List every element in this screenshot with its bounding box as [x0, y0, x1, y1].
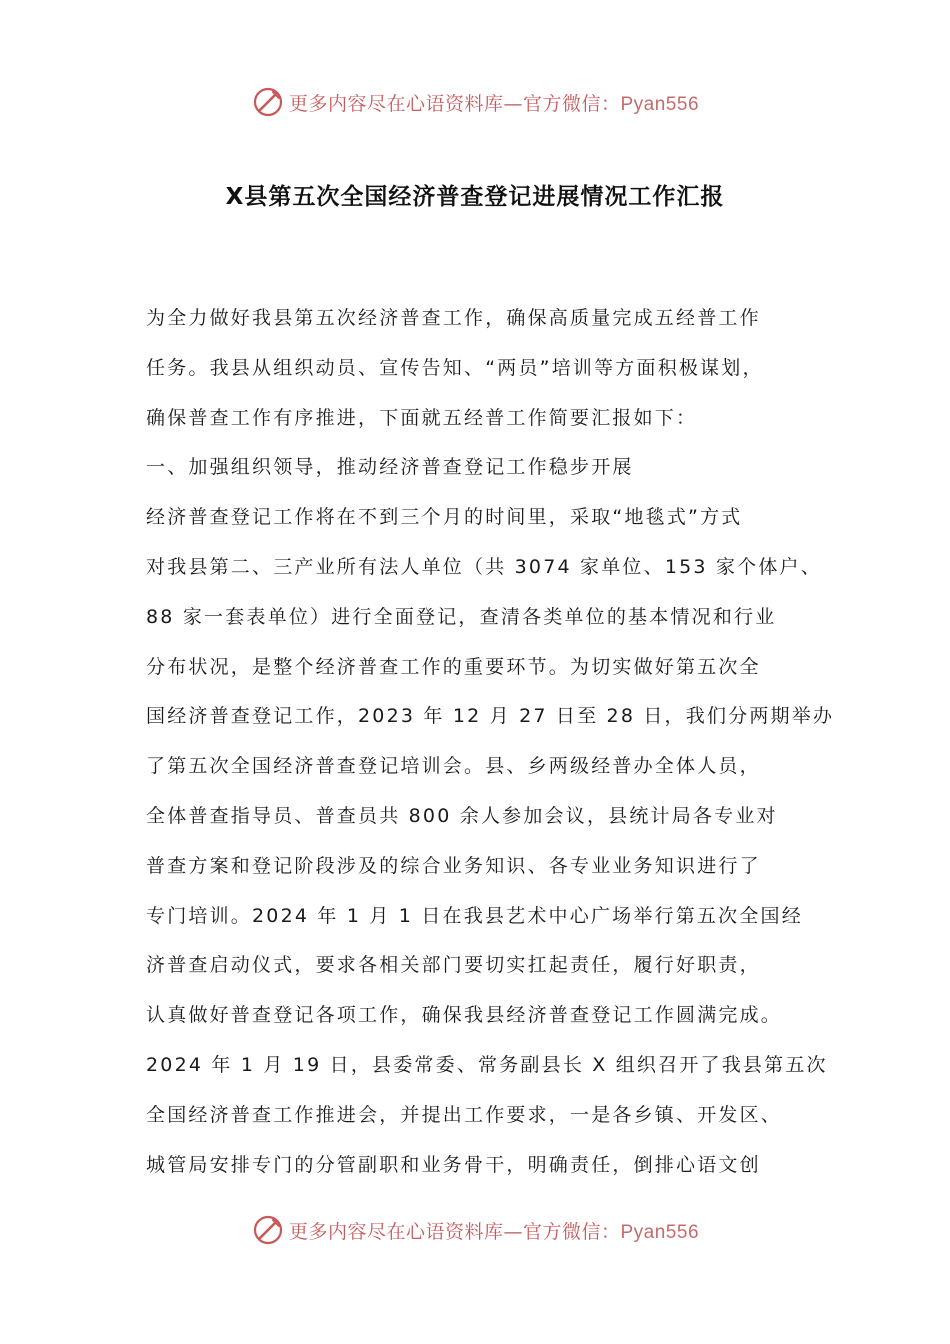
document-body	[146, 294, 835, 1190]
body-line: 普查方案和登记阶段涉及的综合业务知识、各专业业务知识进行了	[146, 854, 761, 877]
watermark-header	[0, 82, 950, 122]
body-line: 为全力做好我县第五次经济普查工作，确保高质量完成五经普工作	[146, 307, 761, 329]
body-line: 2024 年 1 月 19 日，县委常委、常务副县长 X 组织召开了我县第五次	[146, 1053, 828, 1076]
watermark-footer	[0, 1210, 950, 1250]
body-line: 确保普查工作有序推进，下面就五经普工作简要汇报如下：	[146, 406, 698, 429]
body-line: 专门培训。2024 年 1 月 1 日在我县艺术中心广场举行第五次全国经	[146, 904, 803, 927]
body-line: 经济普查登记工作将在不到三个月的时间里，采取“地毯式”方式	[146, 506, 743, 529]
body-line: 城管局安排专门的分管副职和业务骨干，明确责任，倒排心语文创	[146, 1153, 761, 1176]
watermark-text: 更多内容尽在心语资料库—官方微信：Pyan556	[288, 92, 700, 115]
body-line: 88 家一套表单位）进行全面登记，查清各类单位的基本情况和行业	[146, 605, 777, 628]
body-line: 分布状况，是整个经济普查工作的重要环节。为切实做好第五次全	[146, 655, 761, 678]
pen-circle-icon	[251, 85, 285, 119]
body-line: 济普查启动仪式，要求各相关部门要切实扛起责任，履行好职责，	[146, 954, 761, 977]
body-line: 对我县第二、三产业所有法人单位（共 3074 家单位、153 家个体户、	[146, 555, 822, 578]
body-line: 国经济普查登记工作，2023 年 12 月 27 日至 28 日，我们分两期举办	[146, 705, 835, 728]
body-line: 全体普查指导员、普查员共 800 余人参加会议，县统计局各专业对	[146, 804, 778, 827]
watermark-text: 更多内容尽在心语资料库—官方微信：Pyan556	[288, 1220, 700, 1243]
body-line: 任务。我县从组织动员、宣传告知、“两员”培训等方面积极谋划，	[146, 356, 764, 379]
section-heading: 一、加强组织领导，推动经济普查登记工作稳步开展	[146, 456, 634, 479]
body-line: 认真做好普查登记各项工作，确保我县经济普查登记工作圆满完成。	[146, 1004, 783, 1027]
pen-circle-icon	[251, 1213, 285, 1247]
document-title: X县第五次全国经济普查登记进展情况工作汇报	[225, 184, 725, 210]
body-line: 全国经济普查工作推进会，并提出工作要求，一是各乡镇、开发区、	[146, 1103, 783, 1126]
body-line: 了第五次全国经济普查登记培训会。县、乡两级经普办全体人员，	[146, 755, 761, 778]
